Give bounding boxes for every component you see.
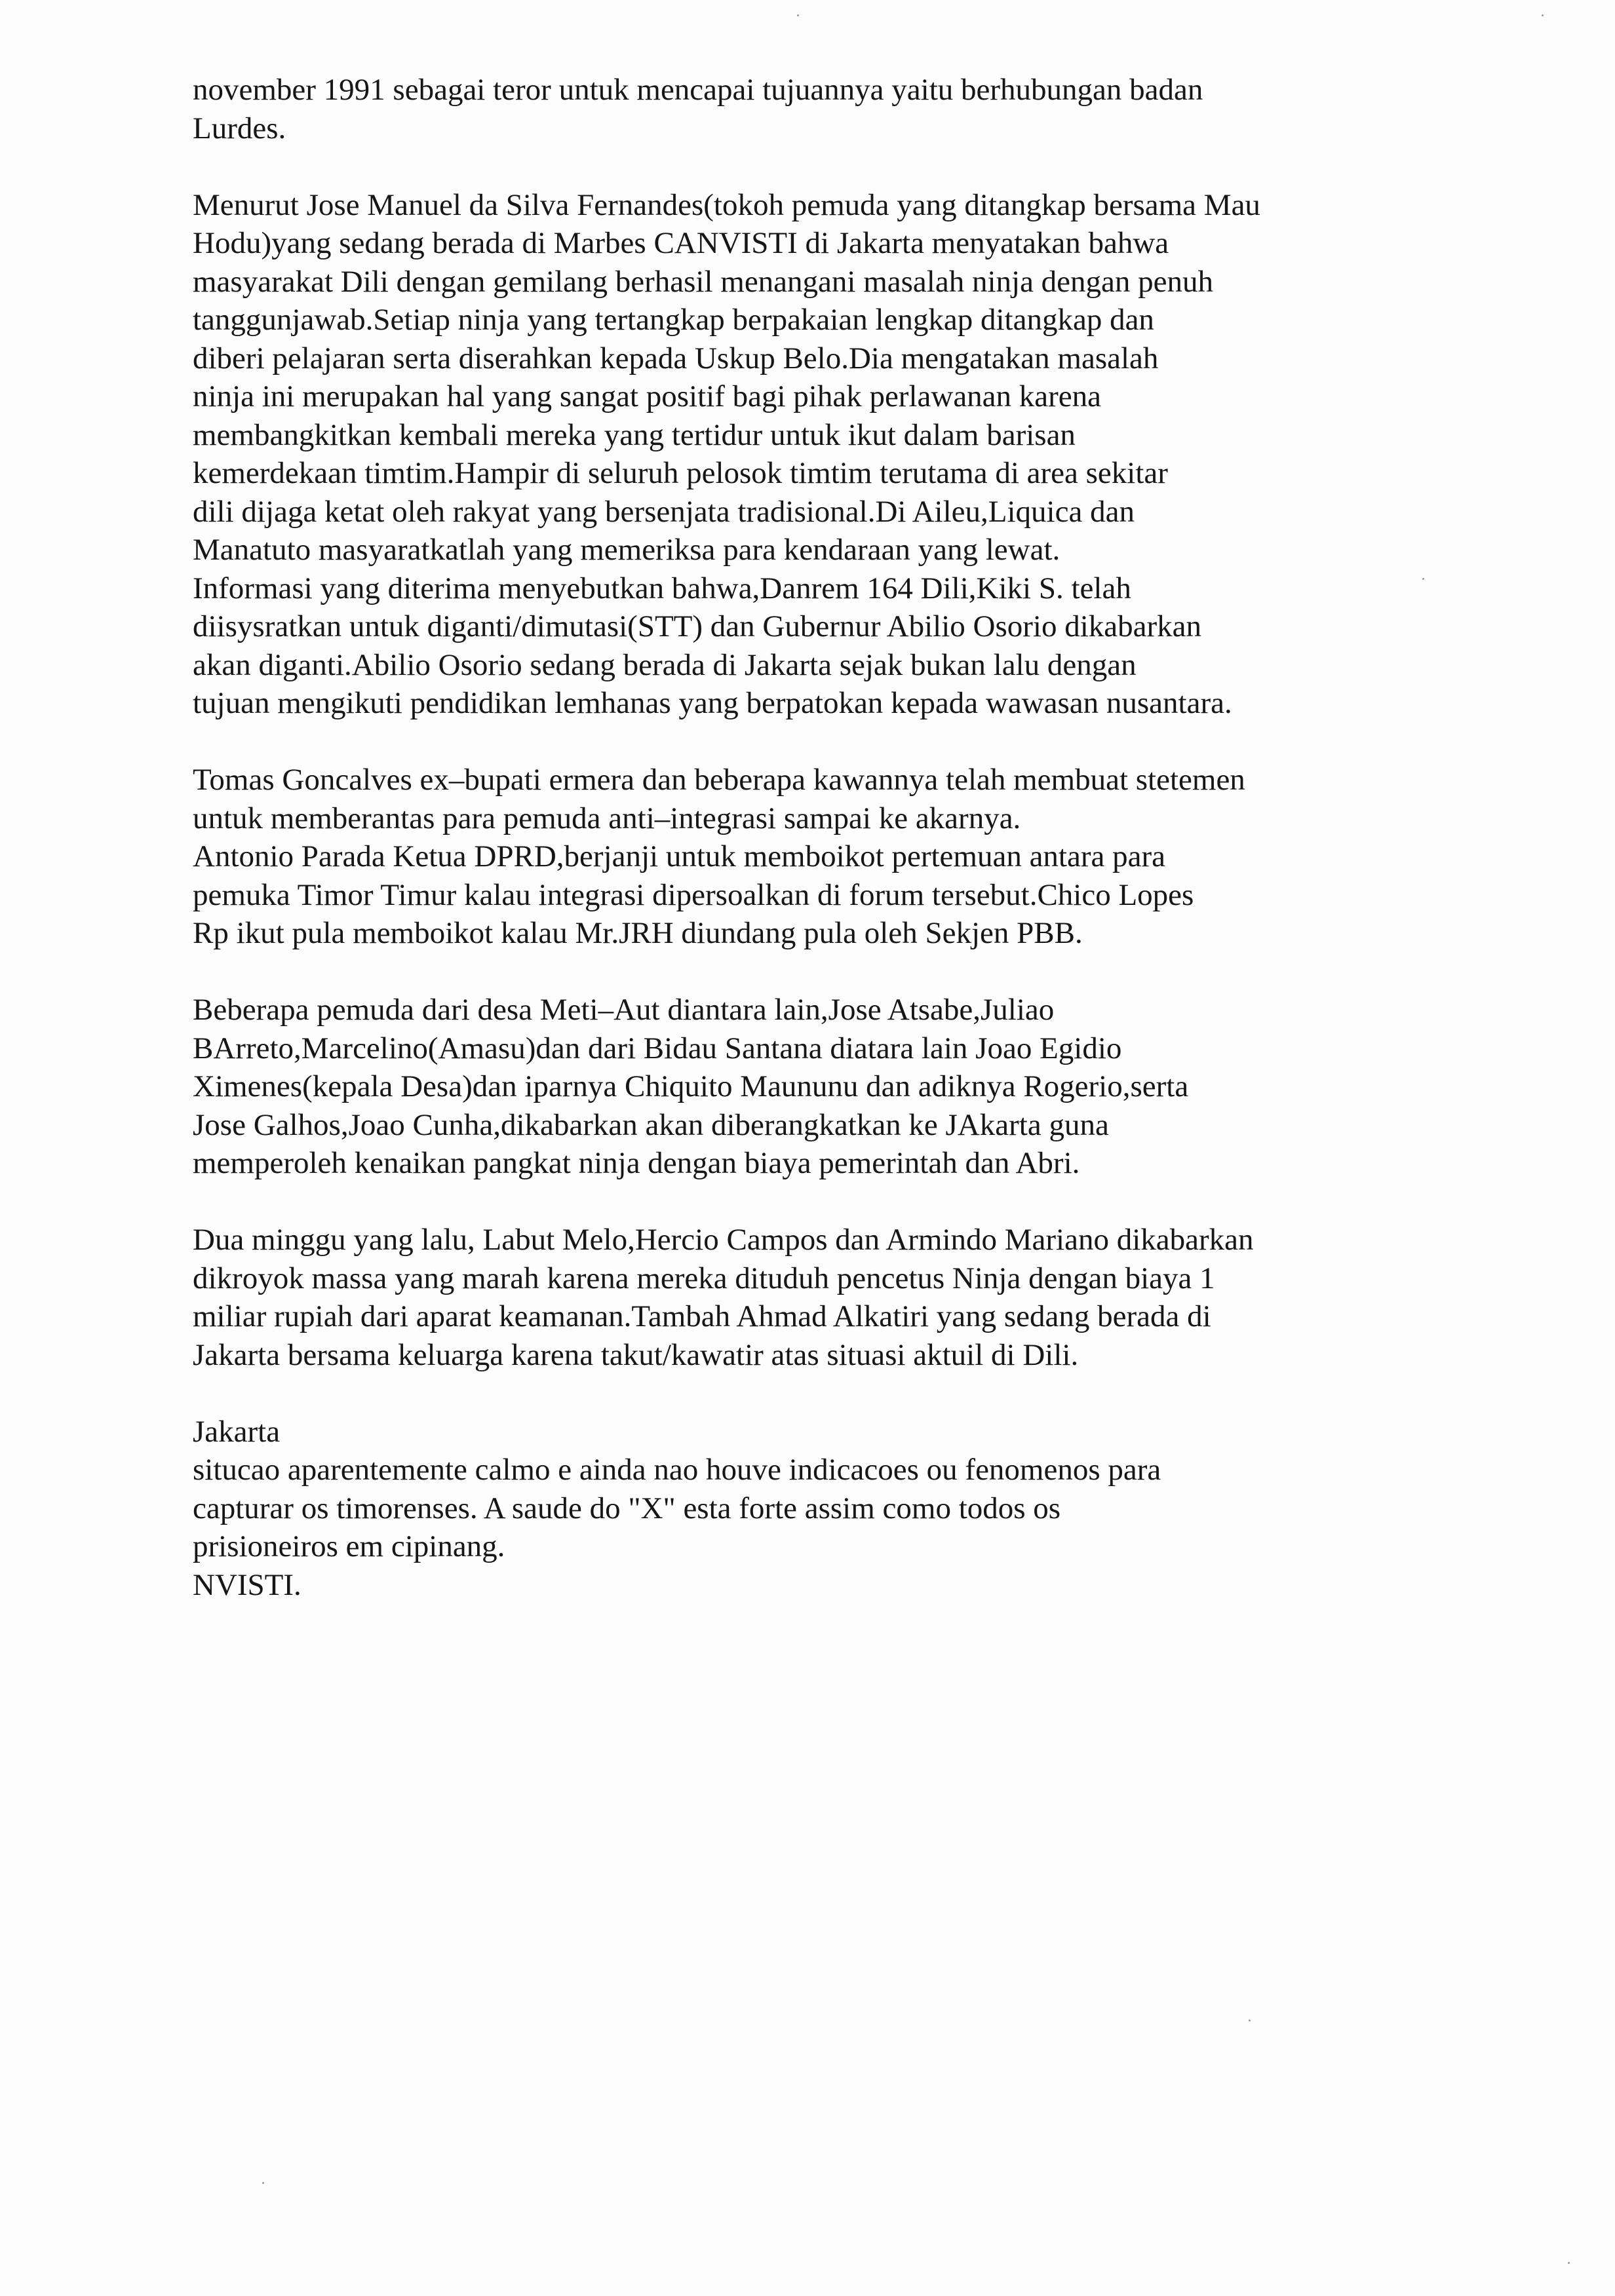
text-line: untuk memberantas para pemuda anti–integrasi sampai ke akarnya.: [193, 801, 1021, 835]
scan-speck: [1542, 14, 1544, 16]
text-line: Tomas Goncalves ex–bupati ermera dan beberapa kawannya telah membuat stetemen: [193, 763, 1245, 797]
text-line: tujuan mengikuti pendidikan lemhanas yang berpatokan kepada wawasan nusantara.: [193, 686, 1232, 720]
text-line: kemerdekaan timtim.Hampir di seluruh pelosok timtim terutama di area sekitar: [193, 456, 1168, 490]
text-line: Antonio Parada Ketua DPRD,berjanji untuk memboikot pertemuan antara para: [193, 839, 1165, 873]
paragraph-5: [193, 1221, 1438, 1374]
text-line: memperoleh kenaikan pangkat ninja dengan biaya pemerintah dan Abri.: [193, 1146, 1080, 1180]
scan-speck: [262, 2182, 264, 2184]
text-line: Jose Galhos,Joao Cunha,dikabarkan akan diberangkatkan ke JAkarta guna: [193, 1107, 1109, 1142]
scan-speck: [1568, 2262, 1570, 2264]
text-line: Lurdes.: [193, 111, 286, 145]
text-line: diisysratkan untuk diganti/dimutasi(STT) dan Gubernur Abilio Osorio dikabarkan: [193, 609, 1201, 643]
text-line: Jakarta: [193, 1414, 281, 1449]
text-line: Jakarta bersama keluarga karena takut/kawatir atas situasi aktuil di Dili.: [193, 1337, 1079, 1372]
text-line: prisioneiros em cipinang.: [193, 1529, 505, 1563]
paragraph-2: [193, 186, 1438, 723]
paragraph-3: [193, 761, 1438, 953]
text-line: capturar os timorenses. A saude do "X" esta forte assim como todos os: [193, 1491, 1061, 1525]
text-line: pemuka Timor Timur kalau integrasi dipersoalkan di forum tersebut.Chico Lopes: [193, 877, 1194, 912]
text-line: november 1991 sebagai teror untuk mencapai tujuannya yaitu berhubungan badan: [193, 73, 1203, 107]
text-line: Rp ikut pula memboikot kalau Mr.JRH diundang pula oleh Sekjen PBB.: [193, 916, 1083, 950]
text-line: dili dijaga ketat oleh rakyat yang bersenjata tradisional.Di Aileu,Liquica dan: [193, 494, 1135, 529]
text-line: tanggunjawab.Setiap ninja yang tertangkap berpakaian lengkap ditangkap dan: [193, 303, 1154, 337]
scan-speck: [1249, 2019, 1251, 2021]
text-line: ninja ini merupakan hal yang sangat positif bagi pihak perlawanan karena: [193, 379, 1102, 413]
text-line: dikroyok massa yang marah karena mereka dituduh pencetus Ninja dengan biaya 1: [193, 1261, 1215, 1295]
text-line: membangkitkan kembali mereka yang tertidur untuk ikut dalam barisan: [193, 417, 1076, 452]
text-line: Beberapa pemuda dari desa Meti–Aut diantara lain,Jose Atsabe,Juliao: [193, 993, 1055, 1027]
text-line: Menurut Jose Manuel da Silva Fernandes(tokoh pemuda yang ditangkap bersama Mau: [193, 187, 1260, 222]
scan-speck: [797, 14, 799, 16]
text-line: Dua minggu yang lalu, Labut Melo,Hercio Campos dan Armindo Mariano dikabarkan: [193, 1223, 1254, 1257]
paragraph-4: [193, 991, 1438, 1183]
text-line: Hodu)yang sedang berada di Marbes CANVISTI di Jakarta menyatakan bahwa: [193, 226, 1169, 260]
text-line: akan diganti.Abilio Osorio sedang berada di Jakarta sejak bukan lalu dengan: [193, 647, 1137, 682]
text-line: Manatuto masyaratkatlah yang memeriksa para kendaraan yang lewat.: [193, 533, 1060, 567]
signature-line: NVISTI.: [193, 1567, 302, 1602]
text-line: diberi pelajaran serta diserahkan kepada Uskup Belo.Dia mengatakan masalah: [193, 341, 1159, 375]
text-line: Informasi yang diterima menyebutkan bahwa,Danrem 164 Dili,Kiki S. telah: [193, 571, 1131, 605]
text-line: BArreto,Marcelino(Amasu)dan dari Bidau Santana diatara lain Joao Egidio: [193, 1031, 1122, 1065]
text-line: masyarakat Dili dengan gemilang berhasil menangani masalah ninja dengan penuh: [193, 264, 1214, 299]
text-line: situcao aparentemente calmo e ainda nao houve indicacoes ou fenomenos para: [193, 1453, 1161, 1487]
paragraph-1: [193, 71, 1438, 147]
document-body: [193, 71, 1438, 1643]
text-line: miliar rupiah dari aparat keamanan.Tambah Ahmad Alkatiri yang sedang berada di: [193, 1299, 1211, 1333]
text-line: Ximenes(kepala Desa)dan iparnya Chiquito Maununu dan adiknya Rogerio,serta: [193, 1069, 1189, 1103]
paragraph-6: [193, 1413, 1438, 1605]
